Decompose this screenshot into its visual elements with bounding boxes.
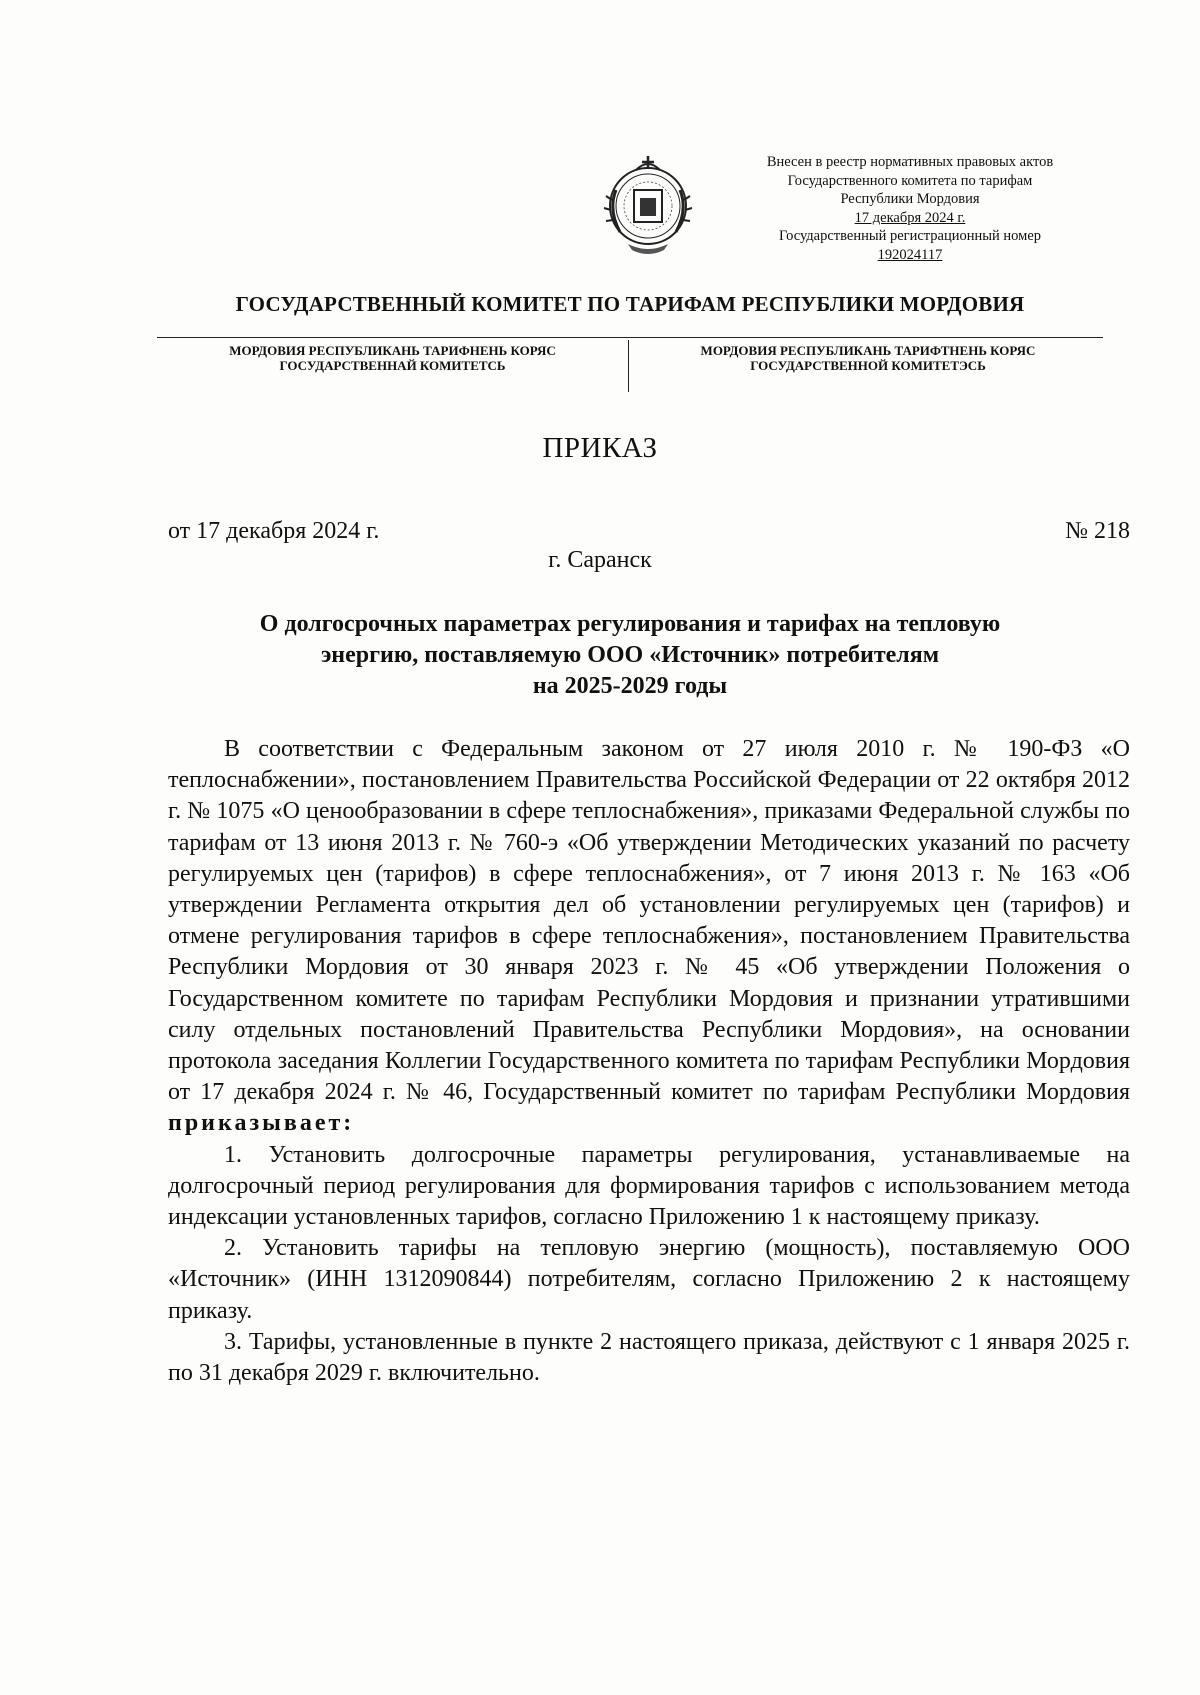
organization-name-moksha <box>160 343 625 373</box>
heading-line: на 2025-2029 годы <box>532 673 728 699</box>
registry-line: Государственный регистрационный номер <box>778 228 1042 244</box>
order-item-3: 3. Тарифы, установленные в пункте 2 настоящего приказа, действуют с 1 января 2025 г. по 31 декабря 2029 г. включительно. <box>168 1328 1130 1387</box>
organization-name-erzya <box>634 343 1102 373</box>
document-type: ПРИКАЗ <box>542 432 658 464</box>
organization-title: ГОСУДАРСТВЕННЫЙ КОМИТЕТ ПО ТАРИФАМ РЕСПУБЛИКИ МОРДОВИЯ <box>235 292 1025 316</box>
document-number: № 218 <box>1065 518 1130 544</box>
org-subtitle-line: МОРДОВИЯ РЕСПУБЛИКАНЬ ТАРИФНЕНЬ КОРЯС <box>229 343 556 358</box>
registry-note <box>740 153 1080 264</box>
heading-line: О долгосрочных параметрах регулирования и тарифах на тепловую <box>259 611 1001 637</box>
document-heading <box>180 609 1080 702</box>
document-city: г. Саранск <box>548 547 652 573</box>
header-vertical-divider <box>628 340 629 392</box>
registry-line: Республики Мордовия <box>840 191 980 207</box>
registry-line: Государственного комитета по тарифам <box>787 172 1033 189</box>
coat-of-arms-emblem <box>598 150 698 262</box>
orders-word: приказывает: <box>168 1110 355 1137</box>
preamble-paragraph <box>168 734 1130 1140</box>
org-subtitle-line: МОРДОВИЯ РЕСПУБЛИКАНЬ ТАРИФТНЕНЬ КОРЯС <box>700 343 1036 358</box>
heading-line: энергию, поставляемую ООО «Источник» потребителям <box>320 642 940 668</box>
document-body <box>168 734 1130 1389</box>
registry-number: 192024117 <box>877 246 943 263</box>
registry-date: 17 декабря 2024 г. <box>854 209 966 226</box>
header-divider <box>157 337 1103 338</box>
document-date: от 17 декабря 2024 г. <box>168 518 380 544</box>
order-item-2: 2. Установить тарифы на тепловую энергию (мощность), поставляемую ООО «Источник» (ИНН 1312090844) потребителям, согласно Приложению 2 к настоящему приказу. <box>168 1235 1130 1324</box>
org-subtitle-line: ГОСУДАРСТВЕННАЙ КОМИТЕТСЬ <box>279 358 506 373</box>
order-item-1: 1. Установить долгосрочные параметры регулирования, устанавливаемые на долгосрочный период регулирования для формирования тарифов с использованием метода индексации установленных тарифов, согласно Приложению 1 к настоящему приказу. <box>168 1141 1130 1231</box>
preamble-text: В соответствии с Федеральным законом от 27 июля 2010 г. № 190-ФЗ «О теплоснабжении», постановлением Правительства Российской Федерации от 22 октября 2012 г. № 1075 «О ценообразовании в сфере теплоснабжения», приказами Федеральной службы по тарифам от 13 июня 2013 г. № 760-э «Об утверждении Методических указаний по расчету регулируемых цен (тарифов) в сфере теплоснабжения», от 7 июня 2013 г. № 163 «Об утверждении Регламента открытия дел об установлении регулируемых цен (тарифов) и отмене регулирования тарифов в сфере теплоснабжения», постановлением Правительства Республики Мордовия от 30 января 2023 г. № 45 «Об утверждении Положения о Государственном комитете по тарифам Республики Мордовия и признании утратившими силу отдельных постановлений Правительства Республики Мордовия», на основании протокола заседания Коллегии Государственного комитета по тарифам Республики Мордовия от 17 декабря 2024 г. № 46, Государственный комитет по тарифам Республики Мордовия <box>168 736 1130 1106</box>
org-subtitle-line: ГОСУДАРСТВЕННОЙ КОМИТЕТЭСЬ <box>750 358 986 373</box>
registry-line: Внесен в реестр нормативных правовых актов <box>766 154 1054 170</box>
